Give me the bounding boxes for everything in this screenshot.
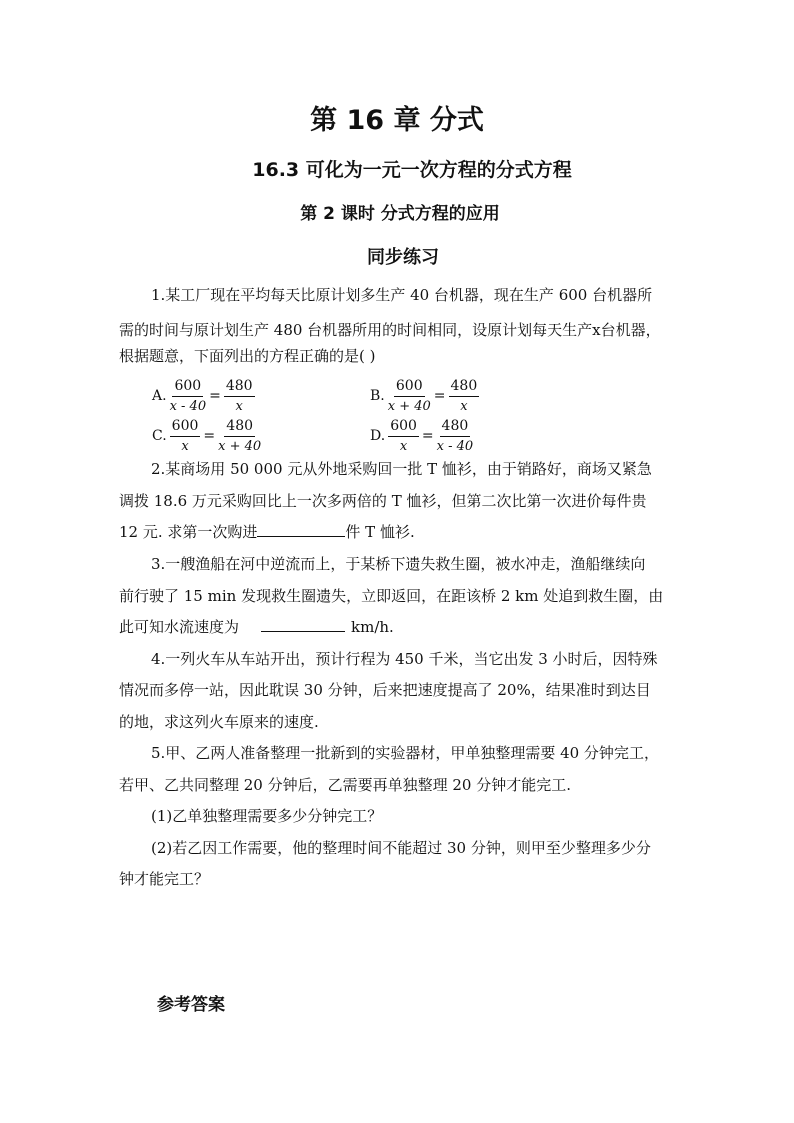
fraction-left: $\frac{600}{x + 40}$ [387, 378, 431, 414]
q4-line-1: 4.一列火车从车站开出，预计行程为 450 千米，当它出发 3 小时后，因特殊 [151, 650, 658, 668]
answer-blank[interactable] [261, 617, 345, 632]
q5-part-2-line-2: 钟才能完工？ [119, 870, 210, 888]
q5-line-2: 若甲、乙共同整理 20 分钟后，乙需要再单独整理 20 分钟才能完工. [119, 776, 572, 794]
fraction-left: $\frac{600}{x - 40}$ [169, 378, 207, 414]
q5-part-2-line-1: (2)若乙因工作需要，他的整理时间不能超过 30 分钟，则甲至少整理多少分 [151, 839, 651, 857]
fraction-right: $\frac{480}{x}$ [450, 378, 478, 414]
q1-line-1: 1.某工厂现在平均每天比原计划多生产 40 台机器，现在生产 600 台机器所 [151, 286, 653, 304]
option-label: A. [152, 388, 167, 404]
fraction-right: $\frac{480}{x + 40}$ [218, 418, 262, 454]
q3-line-3: 此可知水流速度为 km/h. [119, 618, 394, 636]
q2-line-1: 2.某商场用 50 000 元从外地采购回一批 T 恤衫，由于销路好，商场又紧急 [151, 460, 652, 478]
q3-line-2: 前行驶了 15 min 发现救生圈遗失，立即返回，在距该桥 2 km 处追到救生圈，由 [119, 587, 664, 605]
option-label: D. [370, 428, 386, 444]
answer-heading: 参考答案 [157, 995, 225, 1015]
lesson-title: 第 2 课时 分式方程的应用 [300, 204, 500, 224]
q2-line-2: 调拨 18.6 万元采购回比上一次多两倍的 T 恤衫，但第二次比第一次进价每件贵 [119, 492, 647, 510]
q1-line-3: 根据题意，下面列出的方程正确的是( ) [119, 347, 376, 365]
q1-option-b: B. $\frac{600}{x + 40}$ = $\frac{480}{x}$ [370, 378, 478, 414]
q2-line-3: 12 元. 求第一次购进 件 T 恤衫. [119, 523, 415, 541]
fraction-right: $\frac{480}{x - 40}$ [436, 418, 474, 454]
fraction-right: $\frac{480}{x}$ [225, 378, 253, 414]
chapter-title: 第 16 章 分式 [310, 105, 484, 136]
fraction-left: $\frac{600}{x}$ [171, 418, 199, 454]
q5-line-1: 5.甲、乙两人准备整理一批新到的实验器材，甲单独整理需要 40 分钟完工， [151, 744, 659, 762]
option-label: B. [370, 388, 385, 404]
q3-line-1: 3.一艘渔船在河中逆流而上，于某桥下遗失救生圈，被水冲走，渔船继续向 [151, 555, 646, 573]
fraction-left: $\frac{600}{x}$ [390, 418, 417, 454]
answer-blank[interactable] [257, 522, 345, 537]
q1-line-2: 需的时间与原计划生产 480 台机器所用的时间相同，设原计划每天生产x台机器， [119, 321, 661, 339]
option-label: C. [152, 428, 167, 444]
q4-line-2: 情况而多停一站，因此耽误 30 分钟，后来把速度提高了 20%，结果准时到达目 [119, 681, 651, 699]
q1-option-d: D. $\frac{600}{x}$ = $\frac{480}{x - 40}$ [370, 418, 474, 454]
q4-line-3: 的地，求这列火车原来的速度. [119, 713, 319, 731]
section-title: 16.3 可化为一元一次方程的分式方程 [252, 159, 572, 181]
exercise-title: 同步练习 [367, 247, 439, 268]
q5-part-1: (1)乙单独整理需要多少分钟完工？ [151, 807, 383, 825]
q1-option-c: C. $\frac{600}{x}$ = $\frac{480}{x + 40}$ [152, 418, 262, 454]
q1-option-a: A. $\frac{600}{x - 40}$ = $\frac{480}{x}$ [152, 378, 253, 414]
